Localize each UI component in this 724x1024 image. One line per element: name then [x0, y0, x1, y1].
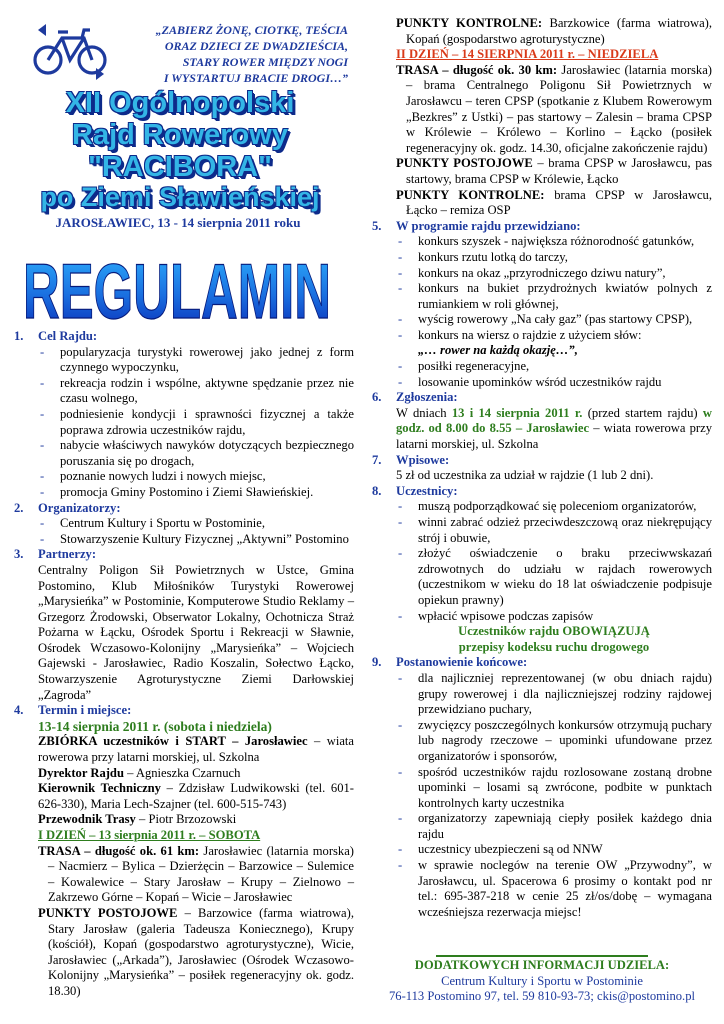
- list-dash: -: [398, 842, 403, 857]
- section-termin: [14, 703, 354, 999]
- slogan-line: STARY ROWER MIĘDZY NOGI: [182, 55, 348, 69]
- text-run: 13 i 14 sierpnia 2011 r.: [451, 405, 583, 420]
- list-item: [372, 718, 712, 765]
- text-run: PUNKTY KONTROLNE:: [396, 187, 545, 202]
- regulamin-text: REGULAMIN: [23, 247, 331, 326]
- section-partnerzy: [14, 547, 354, 703]
- postoje-day-2: [372, 156, 712, 187]
- slogan-line: ORAZ DZIECI ZE DWADZIEŚCIA,: [164, 39, 348, 53]
- section-heading: Cel Rajdu:: [38, 329, 98, 343]
- kontrolne-day-2: [372, 188, 712, 219]
- list-dash: -: [40, 531, 45, 546]
- section-uczestnicy: [372, 484, 712, 656]
- zbiorka: [14, 734, 354, 765]
- text-run: – Agnieszka Czarnuch: [123, 765, 241, 780]
- list-dash: -: [40, 406, 45, 421]
- section-heading: Organizatorzy:: [38, 500, 121, 515]
- section-heading: W programie rajdu przewidziano:: [396, 218, 581, 233]
- fee-text: 5 zł od uczestnika za udział w rajdzie (1 lub 2 dni).: [396, 468, 654, 483]
- list-item: [372, 609, 712, 625]
- list-dash: -: [398, 234, 403, 249]
- list-dash: -: [398, 327, 403, 342]
- list-item-text: rekreacja rodzin i wspólne, aktywne spędzanie przez nie czasu wolnego,: [60, 375, 354, 406]
- list-dash: -: [40, 469, 45, 484]
- text-run: – wiata rowerowa przy latarni morskiej, ul. Szkolna: [396, 421, 712, 452]
- day-2-header: II DZIEŃ – 14 SIERPNIA 2011 r. – NIEDZIELA: [396, 47, 659, 62]
- text-run: w godz. od 8.00 do 8.55 – Jarosławiec: [396, 405, 712, 436]
- list-dash: -: [398, 670, 403, 685]
- section-heading: Termin i miejsce:: [38, 703, 132, 718]
- list-item: [14, 407, 354, 438]
- list-item: [372, 811, 712, 842]
- section-heading: Partnerzy:: [38, 547, 97, 562]
- text-run: TRASA – długość ok. 30 km:: [396, 62, 558, 77]
- list-item: [14, 469, 354, 485]
- title-line-1: XII Ogólnopolski: [65, 87, 295, 119]
- section-heading: Wpisowe:: [396, 452, 450, 467]
- list-item-text: wyścig rowerowy „Na cały gaz” (pas startowy CPSP),: [418, 312, 693, 327]
- list-item-text: dla najliczniej reprezentowanej (w obu dniach rajdu) grupy rowerowej i dla najliczniejszej rodziny rajdowej przewidziano puchary,: [418, 670, 712, 717]
- section-number: 6.: [372, 390, 382, 405]
- list-item: [14, 345, 354, 376]
- regulamin-banner: [20, 234, 335, 326]
- list-item-text: konkurs na okaz „przyrodniczego dziwu natury”,: [418, 265, 666, 280]
- list-item: [372, 375, 712, 391]
- footer-divider: [436, 955, 648, 957]
- text-run: W dniach: [396, 405, 452, 420]
- list-item-text: podniesienie kondycji i sprawności fizycznej a także poprawa zdrowia uczestników rajdu,: [60, 406, 354, 437]
- list-item-text: nabycie właściwych nawyków dotyczących bezpiecznego poruszania się po drogach,: [60, 438, 354, 468]
- section-heading: Postanowienie końcowe:: [396, 655, 528, 670]
- title-line-2: Rajd Rowerowy: [72, 119, 288, 151]
- list-dash: -: [398, 764, 403, 779]
- list-item-text: konkurs na bukiet przydrożnych kwiatów polnych z rumiankiem w roli głównej,: [418, 281, 712, 311]
- section-cel-rajdu: [14, 329, 354, 501]
- event-dates: JAROSŁAWIEC, 13 - 14 sierpnia 2011 roku: [55, 215, 301, 230]
- section-number: 2.: [14, 500, 24, 515]
- list-item: [14, 516, 354, 532]
- dyrektor: [14, 766, 354, 782]
- list-item-text: muszą podporządkować się poleceniom organizatorów,: [418, 499, 697, 514]
- footer-title: DODATKOWYCH INFORMACJI UDZIELA:: [414, 958, 670, 972]
- kontrolne-day-1: [372, 16, 712, 47]
- text-run: TRASA – długość ok. 61 km:: [38, 843, 200, 858]
- trasa-day-1: [14, 844, 354, 906]
- list-dash: -: [398, 249, 403, 264]
- list-item: [372, 266, 712, 282]
- list-item-text: złożyć oświadczenie o braku przeciwwskazań zdrowotnych do udziału w rajdach rowerowych (uczestnikom w wieku do 18 lat oświadczenie podpisuje opiekun prawny): [418, 546, 712, 607]
- list-item-text: posiłki regeneracyjne,: [418, 359, 530, 374]
- list-item-text: konkurs na wiersz o rajdzie z użyciem słów:: [418, 327, 642, 342]
- list-item-text: losowanie upominków wśród uczestników rajdu: [418, 374, 662, 389]
- list-dash: -: [40, 484, 45, 499]
- list-item: [372, 359, 712, 375]
- trasa-day-2: [372, 63, 712, 157]
- title-line-3: "RACIBORA": [88, 151, 272, 183]
- text-run: PUNKTY POSTOJOWE: [396, 156, 533, 171]
- list-item-text: Centrum Kultury i Sportu w Postominie,: [60, 516, 265, 531]
- notice-line-1: Uczestników rajdu OBOWIĄZUJĄ: [458, 624, 650, 639]
- text-run: – brama CPSP w Jarosławcu, pas startowy, brama CPSP w Królewie, Łącko: [406, 156, 712, 186]
- list-item: [14, 532, 354, 548]
- list-item: [372, 328, 712, 344]
- slogan: [138, 22, 348, 86]
- list-item-text: zwycięzcy poszczególnych konkursów otrzymują puchary lub nagrody rzeczowe – upominki ufundowane przez organizatorów i sponsorów,: [418, 717, 712, 763]
- list-item: [372, 858, 712, 920]
- section-number: 9.: [372, 655, 382, 670]
- bicycle-recycle-icon: [30, 20, 112, 82]
- list-item-text: winni zabrać odzież przeciwdeszczową oraz niekrępujący strój i obuwie,: [418, 515, 712, 545]
- list-item-text: poznanie nowych ludzi i nowych miejsc,: [60, 469, 266, 484]
- list-dash: -: [398, 811, 403, 826]
- section-postanowienia: [372, 655, 712, 920]
- footer: [372, 958, 712, 1005]
- list-dash: -: [398, 717, 403, 732]
- day-1-header: I DZIEŃ – 13 sierpnia 2011 r. – SOBOTA: [38, 828, 261, 842]
- text-run: Przewodnik Trasy: [38, 812, 136, 827]
- list-item: [372, 234, 712, 250]
- list-dash: -: [40, 438, 45, 453]
- text-run: Barzkowice (farma wiatrowa), Kopań (gospodarstwo agroturystyczne): [406, 16, 713, 46]
- list-item: [14, 376, 354, 407]
- notice-line-2: przepisy kodeksu ruchu drogowego: [458, 639, 650, 654]
- footer-line-2: 76-113 Postomino 97, tel. 59 810-93-73; ckis@postomino.pl: [388, 989, 696, 1004]
- event-date-line: 13-14 sierpnia 2011 r. (sobota i niedziela): [38, 718, 272, 734]
- section-number: 3.: [14, 547, 24, 562]
- list-item-text: organizatorzy zapewniają ciepły posiłek każdego dnia rajdu: [418, 811, 712, 841]
- list-item-text: uczestnicy ubezpieczeni są od NNW: [418, 842, 603, 857]
- kierownik: [14, 781, 354, 812]
- text-run: Jarosławiec (latarnia morska) – brama Centralnego Poligonu Sił Powietrznych w Jarosławcu – teren CPSP (spotkanie z Klubem Rowerowym „Bezkres” z Ustki) – pas startowy – Zalesin – brama CPSP w Królewie – Królewo – Korlino – Łącko (posiłek regeneracyjny ok. godz. 14.30, oficjalne zakończenie rajdu): [406, 62, 712, 155]
- list-item: [372, 765, 712, 812]
- list-item: [14, 485, 354, 501]
- list-dash: -: [398, 608, 403, 623]
- footer-line-1: Centrum Kultury i Sportu w Postominie: [441, 973, 643, 988]
- section-number: 1.: [14, 329, 24, 343]
- list-item: [372, 281, 712, 312]
- list-item: [372, 250, 712, 266]
- text-run: Dyrektor Rajdu: [38, 765, 124, 780]
- list-dash: -: [398, 281, 403, 296]
- list-dash: -: [398, 858, 403, 873]
- text-run: – Piotr Brzozowski: [135, 812, 237, 827]
- list-item: [372, 312, 712, 328]
- list-dash: -: [40, 344, 45, 359]
- section-zgloszenia: [372, 390, 712, 452]
- list-dash: -: [398, 374, 403, 389]
- text-run: ZBIÓRKA uczestników i START – Jarosławiec: [38, 734, 308, 749]
- list-dash: -: [398, 359, 403, 374]
- title-line-4: po Ziemi Sławieńskiej: [40, 182, 320, 212]
- list-dash: -: [398, 546, 403, 561]
- list-item-text: konkurs rzutu lotką do tarczy,: [418, 249, 568, 264]
- list-dash: -: [398, 312, 403, 327]
- section-number: 7.: [372, 452, 382, 467]
- list-item-text: popularyzacja turystyki rowerowej jako jednej z form czynnego wypoczynku,: [60, 344, 354, 375]
- section-heading: Uczestnicy:: [396, 483, 458, 498]
- registration-text: [372, 406, 712, 453]
- list-item: [372, 515, 712, 546]
- text-run: brama CPSP w Jarosławcu, Łącko – remiza OSP: [406, 187, 712, 218]
- section-wpisowe: [372, 453, 712, 484]
- text-run: PUNKTY KONTROLNE:: [396, 16, 543, 30]
- slogan-line: „ZABIERZ ŻONĘ, CIOTKĘ, TEŚCIA: [155, 23, 348, 37]
- list-item-text: spośród uczestników rajdu rozlosowane zostaną drobne upominki – losami są zwrócone, podbite w punktach kontrolnych karty uczestnika: [418, 764, 712, 810]
- list-item-text: Stowarzyszenie Kultury Fizycznej „Aktywni” Postomino: [60, 531, 349, 546]
- partners-text: Centralny Poligon Sił Powietrznych w Ustce, Gmina Postomino, Klub Miłośników Turystyki Rowerowej „Marysieńka” w Postominie, Komputerowe Studio Reklamy – Grzegorz Żrodowski, Obserwator Lokalny, Ochotnicza Straż Pożarna w Łącku, Ośrodek Sportu i Rekreacji w Sławnie, Ośrodek Wczasowo-Kolonijny „Marysieńka” – Wojciech Gajewski - Jarosławiec, Radio Koszalin, Sołectwo Łącko, Stowarzyszenie Agroturystyczne Ziemi Darłowskiej „Zagroda”: [38, 562, 354, 702]
- list-item: [372, 546, 712, 608]
- right-column: [372, 16, 712, 920]
- list-item-text: promocja Gminy Postomino i Ziemi Sławieńskiej.: [60, 484, 314, 499]
- list-item: [372, 842, 712, 858]
- section-organizatorzy: [14, 501, 354, 548]
- list-item: [372, 499, 712, 515]
- text-run: Jarosławiec (latarnia morska) – Nacmierz – Bylica – Dzierżęcin – Barzowice – Sulemice – Kowalewice – Stary Jarosław – Krupy – Zielnowo – Zakrzewo Górne – Kopań – Wicie – Jarosławiec: [48, 843, 354, 905]
- text-run: Kierownik Techniczny: [38, 781, 161, 796]
- list-dash: -: [398, 265, 403, 280]
- section-number: 5.: [372, 218, 382, 233]
- przewodnik: [14, 812, 354, 828]
- list-item-text: w sprawie noclegów na terenie OW „Przywodny”, w Jarosławcu, ul. Spacerowa 6 prosimy o kontakt pod nr tel.: 695-387-218 w cenie 25 zł/os/dobę – wymagana wcześniejsza rezerwacja miejsc!: [418, 858, 712, 919]
- text-run: – Zdzisław Ludwikowski (tel. 601-626-330), Maria Lech-Szajner (tel. 600-515-743): [38, 781, 354, 811]
- section-number: 8.: [372, 483, 382, 498]
- list-dash: -: [40, 375, 45, 390]
- list-item-text: wpłacić wpisowe podczas zapisów: [418, 608, 594, 623]
- postoje-day-1: [14, 906, 354, 1000]
- slogan-line: I WYSTARTUJ BRACIE DROGI…”: [163, 71, 348, 85]
- list-dash: -: [398, 499, 403, 514]
- poem-words: „… rower na każdą okazję…”,: [418, 343, 578, 358]
- list-item: [14, 438, 354, 469]
- text-run: – Barzowice (farma wiatrowa), Stary Jarosław (galeria Tadeusza Koniecznego), Krupy (kościół), Kopań (gospodarstwo agroturystyczne), Wicie, Jarosławiec („Arkada”), Jarosławiec (Ośrodek Wczasowo-Kolonijny „Marysieńka” – posiłek regeneracyjny ok. godz. 18.30): [48, 905, 354, 998]
- list-dash: -: [40, 516, 45, 531]
- list-item: [372, 671, 712, 718]
- list-item-text: konkurs szyszek - największa różnorodność gatunków,: [418, 234, 695, 249]
- text-run: PUNKTY POSTOJOWE: [38, 905, 178, 920]
- text-run: – wiata rowerowa przy latarni morskiej, ul. Szkolna: [38, 734, 354, 765]
- section-heading: Zgłoszenia:: [396, 390, 458, 405]
- section-program: [372, 219, 712, 391]
- list-dash: -: [398, 515, 403, 529]
- text-run: (przed startem rajdu): [582, 405, 703, 420]
- left-column: [14, 329, 354, 1000]
- section-number: 4.: [14, 703, 24, 718]
